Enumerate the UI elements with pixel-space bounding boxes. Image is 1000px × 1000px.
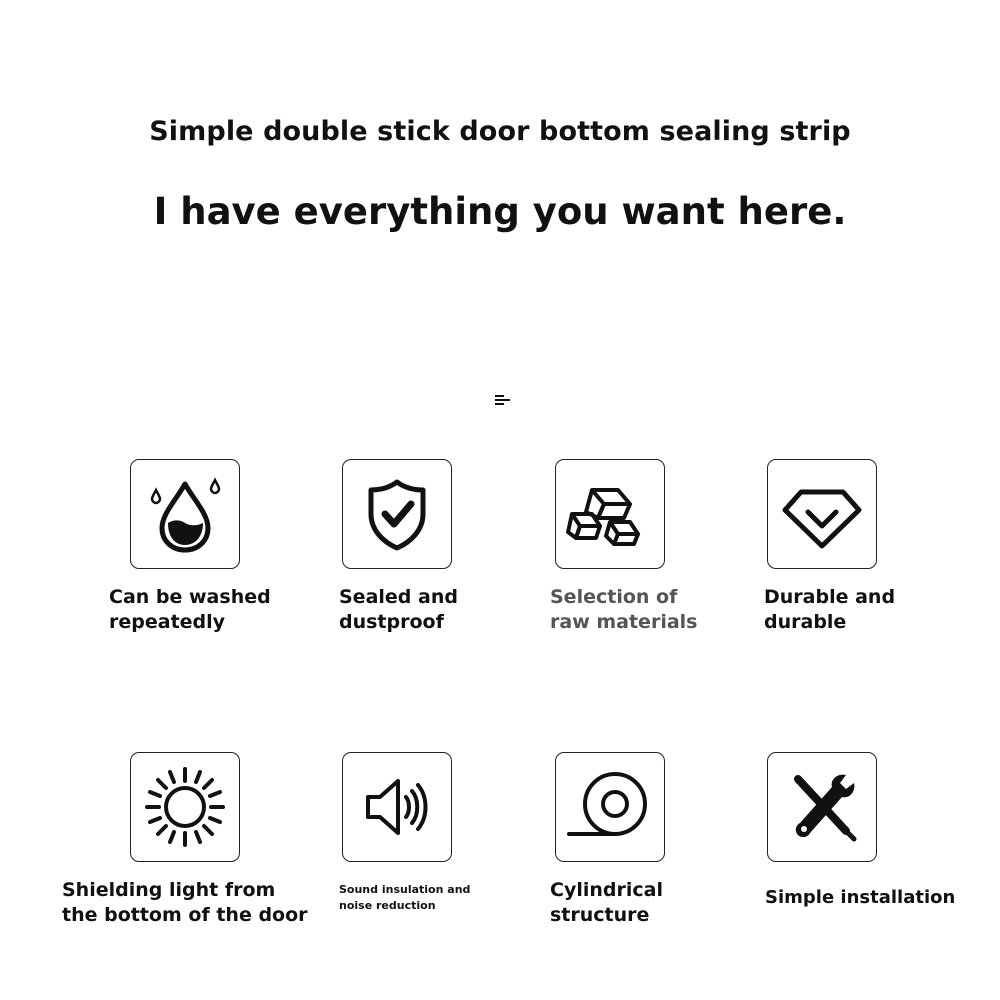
page-title: Simple double stick door bottom sealing strip xyxy=(149,116,851,147)
diamond-icon xyxy=(779,474,865,554)
feature-label-cylindrical xyxy=(550,878,663,928)
feature-label-line: Can be washed xyxy=(109,586,271,608)
feature-label-washable xyxy=(109,585,271,635)
feature-label-line: Cylindrical xyxy=(550,879,663,901)
feature-label-sound xyxy=(339,882,470,914)
feature-label-line: structure xyxy=(550,904,650,926)
feature-icon-box-washable xyxy=(130,459,240,569)
feature-label-line: repeatedly xyxy=(109,611,226,633)
feature-icon-box-sealed xyxy=(342,459,452,569)
feature-label-light-shield xyxy=(62,878,308,928)
feature-label-line: Simple installation xyxy=(765,887,956,908)
water-drop-icon xyxy=(141,470,229,558)
feature-label-line: Durable and xyxy=(764,586,896,608)
feature-label-line: durable xyxy=(764,611,847,633)
feature-icon-box-materials xyxy=(555,459,665,569)
shield-check-icon xyxy=(357,474,437,554)
feature-label-materials xyxy=(550,585,697,635)
feature-icon-box-durable xyxy=(767,459,877,569)
tools-icon xyxy=(780,765,864,849)
feature-label-line: noise reduction xyxy=(339,899,436,912)
feature-label-sealed xyxy=(339,585,458,635)
feature-label-line: Sealed and xyxy=(339,586,458,608)
page-tagline: I have everything you want here. xyxy=(153,190,847,233)
feature-icon-box-cylindrical xyxy=(555,752,665,862)
feature-icon-box-sound xyxy=(342,752,452,862)
feature-icon-box-installation xyxy=(767,752,877,862)
feature-label-line: the bottom of the door xyxy=(62,904,308,926)
feature-label-line: Selection of xyxy=(550,586,678,608)
sun-icon xyxy=(139,761,231,853)
tape-roll-icon xyxy=(565,764,655,850)
feature-icon-box-light-shield xyxy=(130,752,240,862)
feature-label-durable xyxy=(764,585,895,635)
menu-lines-icon xyxy=(495,392,513,408)
material-bars-icon xyxy=(564,474,656,554)
feature-label-line: dustproof xyxy=(339,611,444,633)
speaker-icon xyxy=(354,767,440,847)
feature-label-installation xyxy=(765,885,955,910)
feature-label-line: raw materials xyxy=(550,611,698,633)
feature-label-line: Shielding light from xyxy=(62,879,276,901)
feature-label-line: Sound insulation and xyxy=(339,883,471,896)
